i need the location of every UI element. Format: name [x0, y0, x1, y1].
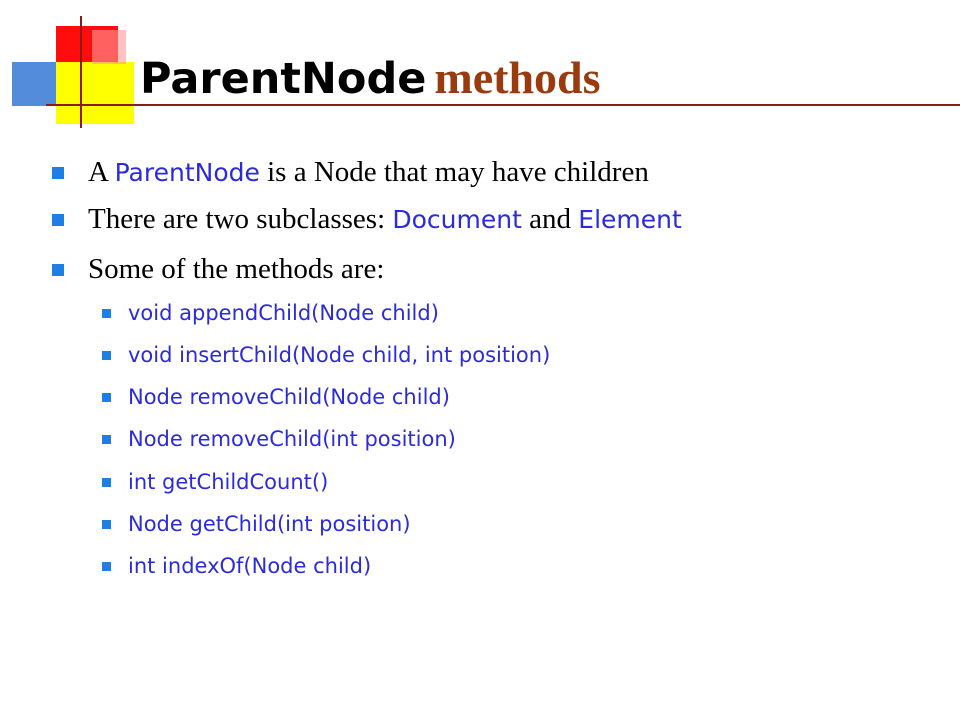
bullet-square-icon	[52, 214, 64, 226]
sub-bullet-square-icon	[102, 478, 111, 487]
method-text: Node getChild(int position)	[128, 512, 411, 536]
method-text: void insertChild(Node child, int position)	[128, 343, 551, 367]
bullet-code: Document	[392, 205, 522, 234]
bullet-code: Element	[578, 205, 682, 234]
method-text: int indexOf(Node child)	[128, 554, 372, 578]
bullet-text	[88, 153, 649, 192]
bullet-text-pre: Some of the methods are:	[88, 253, 385, 285]
sub-bullet-square-icon	[102, 309, 111, 318]
bullet-text-pre: A	[88, 156, 115, 188]
method-text: Node removeChild(Node child)	[128, 385, 450, 409]
bullet-text-mid: and	[521, 203, 579, 235]
sub-bullet-square-icon	[102, 351, 111, 360]
bullet-text-pre: There are two subclasses:	[88, 203, 393, 235]
bullet-code: ParentNode	[114, 158, 260, 187]
decor-vertical-line	[80, 16, 82, 128]
decor-pink-block	[92, 30, 126, 64]
sub-bullet-square-icon	[102, 393, 111, 402]
bullet-text	[88, 250, 384, 288]
method-text: int getChildCount()	[128, 470, 329, 494]
sub-bullet-square-icon	[102, 435, 111, 444]
title-part1: ParentNode	[140, 54, 427, 104]
sub-bullet-square-icon	[102, 520, 111, 529]
sub-bullet-square-icon	[102, 562, 111, 571]
title-part2: methods	[434, 52, 601, 103]
slide-title	[140, 48, 601, 112]
bullet-text-post: is a Node that may have children	[259, 156, 649, 188]
decor-yellow-block	[56, 62, 134, 124]
bullet-text	[88, 200, 682, 239]
method-text: void appendChild(Node child)	[128, 301, 439, 325]
bullet-square-icon	[52, 167, 64, 179]
method-text: Node removeChild(int position)	[128, 427, 456, 451]
bullet-square-icon	[52, 264, 64, 276]
